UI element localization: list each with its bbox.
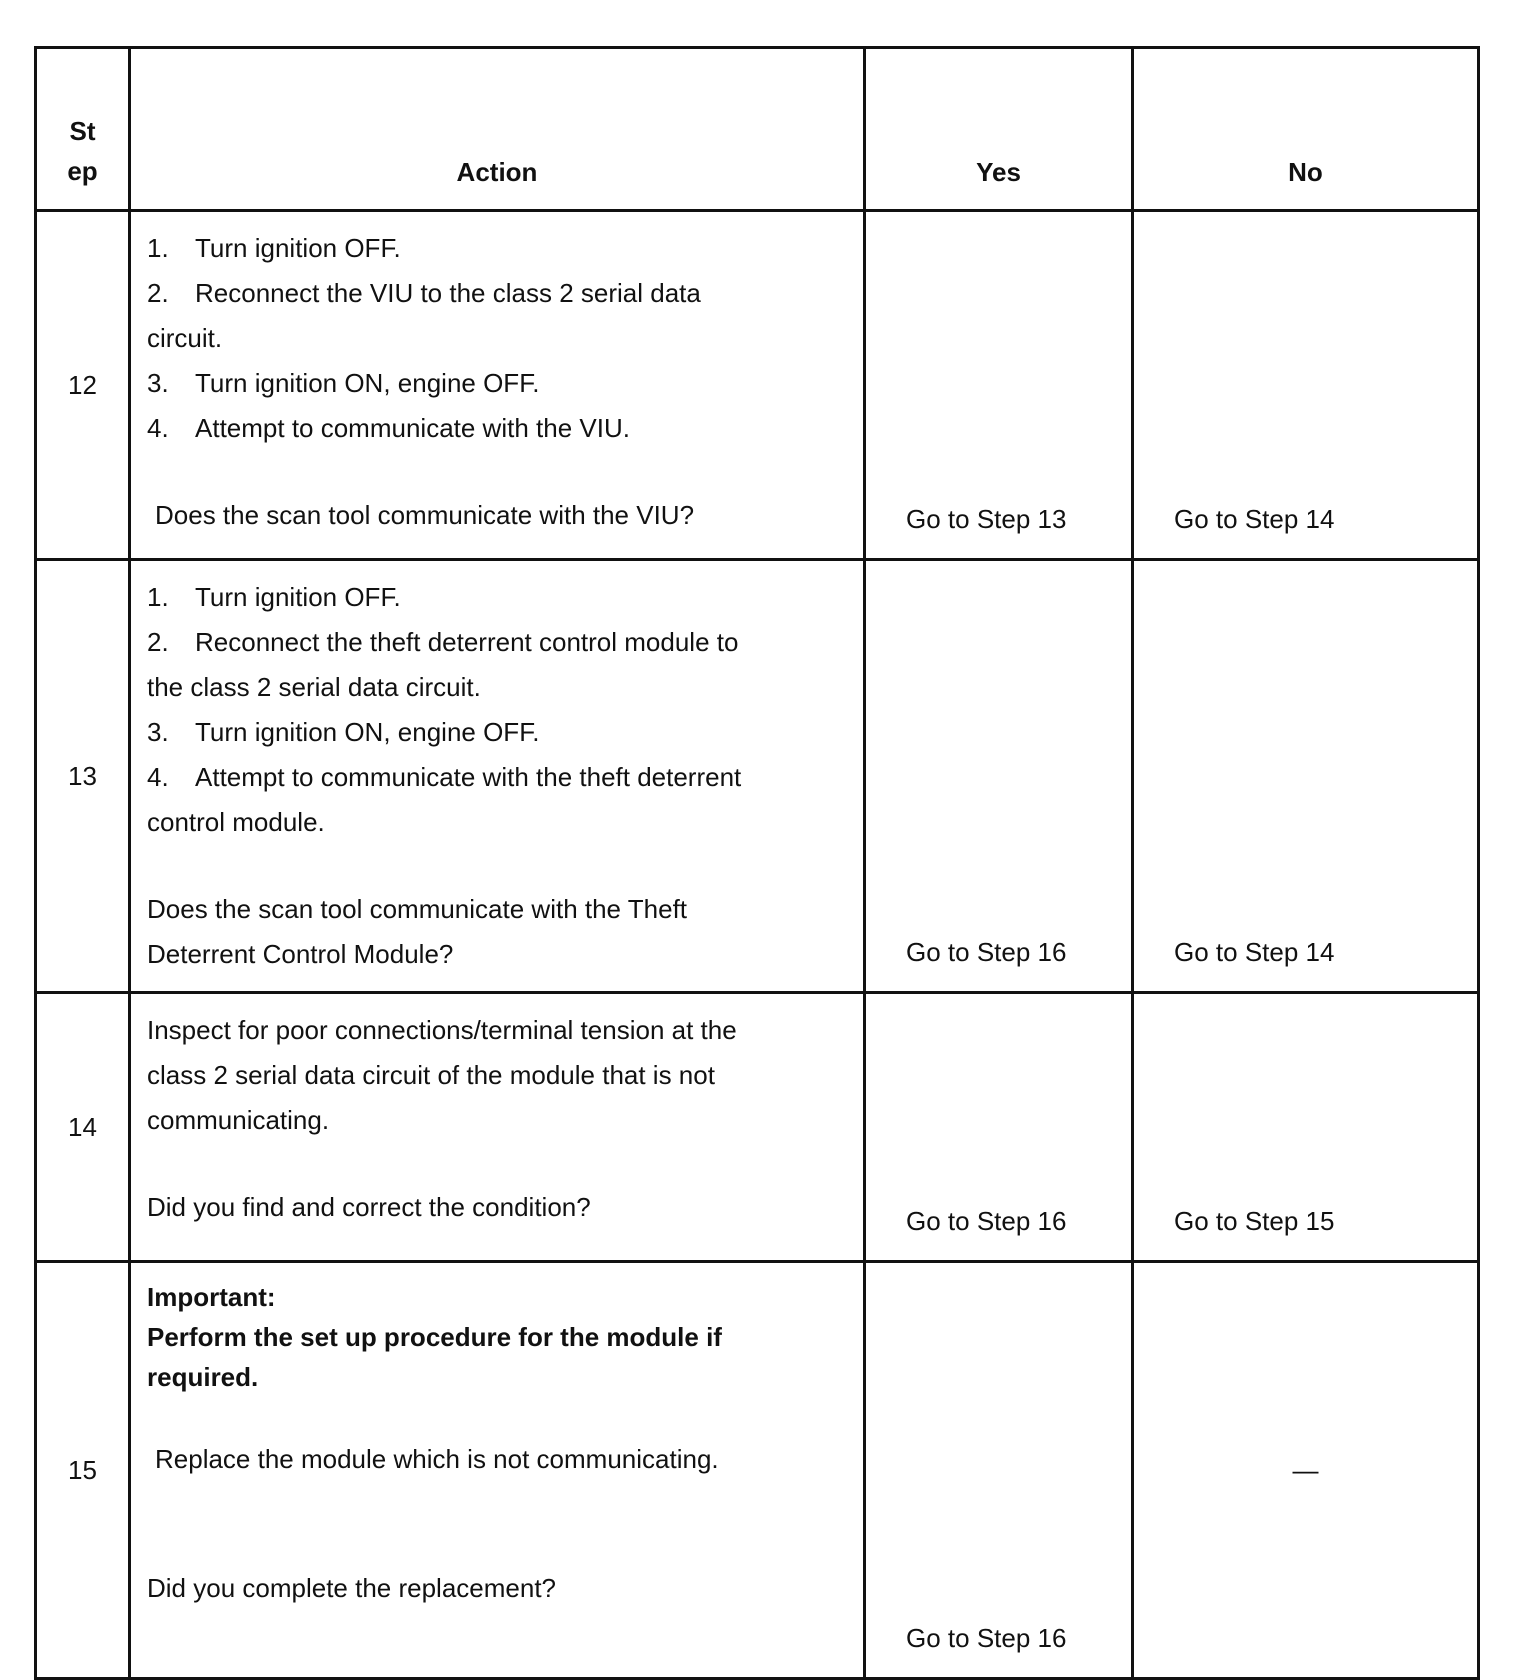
action-cell xyxy=(130,993,865,1262)
list-item: 2. Reconnect the VIU to the class 2 serial data circuit. xyxy=(147,278,701,353)
action-question: Does the scan tool communicate with the Theft Deterrent Control Module? xyxy=(147,894,688,969)
diagnostic-table xyxy=(34,46,1480,1680)
no-answer: Go to Step 14 xyxy=(1133,560,1479,993)
action-steps-list xyxy=(147,226,749,451)
action-cell xyxy=(130,211,865,560)
step-number: 12 xyxy=(36,211,130,560)
list-item: 2. Reconnect the theft deterrent control module to the class 2 serial data circuit. xyxy=(147,627,739,702)
action-text: Replace the module which is not communicating. xyxy=(155,1444,719,1474)
yes-answer: Go to Step 13 xyxy=(865,211,1133,560)
important-label: Important: xyxy=(147,1282,276,1312)
header-yes: Yes xyxy=(865,48,1133,211)
important-note: Perform the set up procedure for the module if required. xyxy=(147,1322,722,1392)
step-number: 13 xyxy=(36,560,130,993)
header-action: Action xyxy=(130,48,865,211)
header-step-line2: ep xyxy=(67,156,98,186)
action-question: Does the scan tool communicate with the VIU? xyxy=(155,500,695,530)
table-row-step-14 xyxy=(36,993,1479,1262)
header-row xyxy=(36,48,1479,211)
header-no: No xyxy=(1133,48,1479,211)
action-steps-list xyxy=(147,575,749,845)
list-item: 3. Turn ignition ON, engine OFF. xyxy=(147,368,540,398)
no-answer: — xyxy=(1133,1262,1479,1679)
step-number: 14 xyxy=(36,993,130,1262)
no-answer: Go to Step 15 xyxy=(1133,993,1479,1262)
yes-answer: Go to Step 16 xyxy=(865,1262,1133,1679)
action-question: Did you find and correct the condition? xyxy=(147,1192,591,1222)
yes-answer: Go to Step 16 xyxy=(865,560,1133,993)
action-cell xyxy=(130,560,865,993)
action-cell xyxy=(130,1262,865,1679)
list-item: 3. Turn ignition ON, engine OFF. xyxy=(147,717,540,747)
header-step xyxy=(36,48,130,211)
yes-answer: Go to Step 16 xyxy=(865,993,1133,1262)
no-answer: Go to Step 14 xyxy=(1133,211,1479,560)
list-item: 1. Turn ignition OFF. xyxy=(147,233,401,263)
table-row-step-13 xyxy=(36,560,1479,993)
list-item: 4. Attempt to communicate with the VIU. xyxy=(147,413,630,443)
list-item: 1. Turn ignition OFF. xyxy=(147,582,401,612)
table-row-step-12 xyxy=(36,211,1479,560)
header-step-line1: St xyxy=(69,116,96,146)
step-number: 15 xyxy=(36,1262,130,1679)
action-text: Inspect for poor connections/terminal tension at the class 2 serial data circuit of the module that is not communicating. xyxy=(147,1015,737,1135)
table-row-step-15 xyxy=(36,1262,1479,1679)
action-question: Did you complete the replacement? xyxy=(147,1573,557,1603)
list-item: 4. Attempt to communicate with the theft deterrent control module. xyxy=(147,762,742,837)
